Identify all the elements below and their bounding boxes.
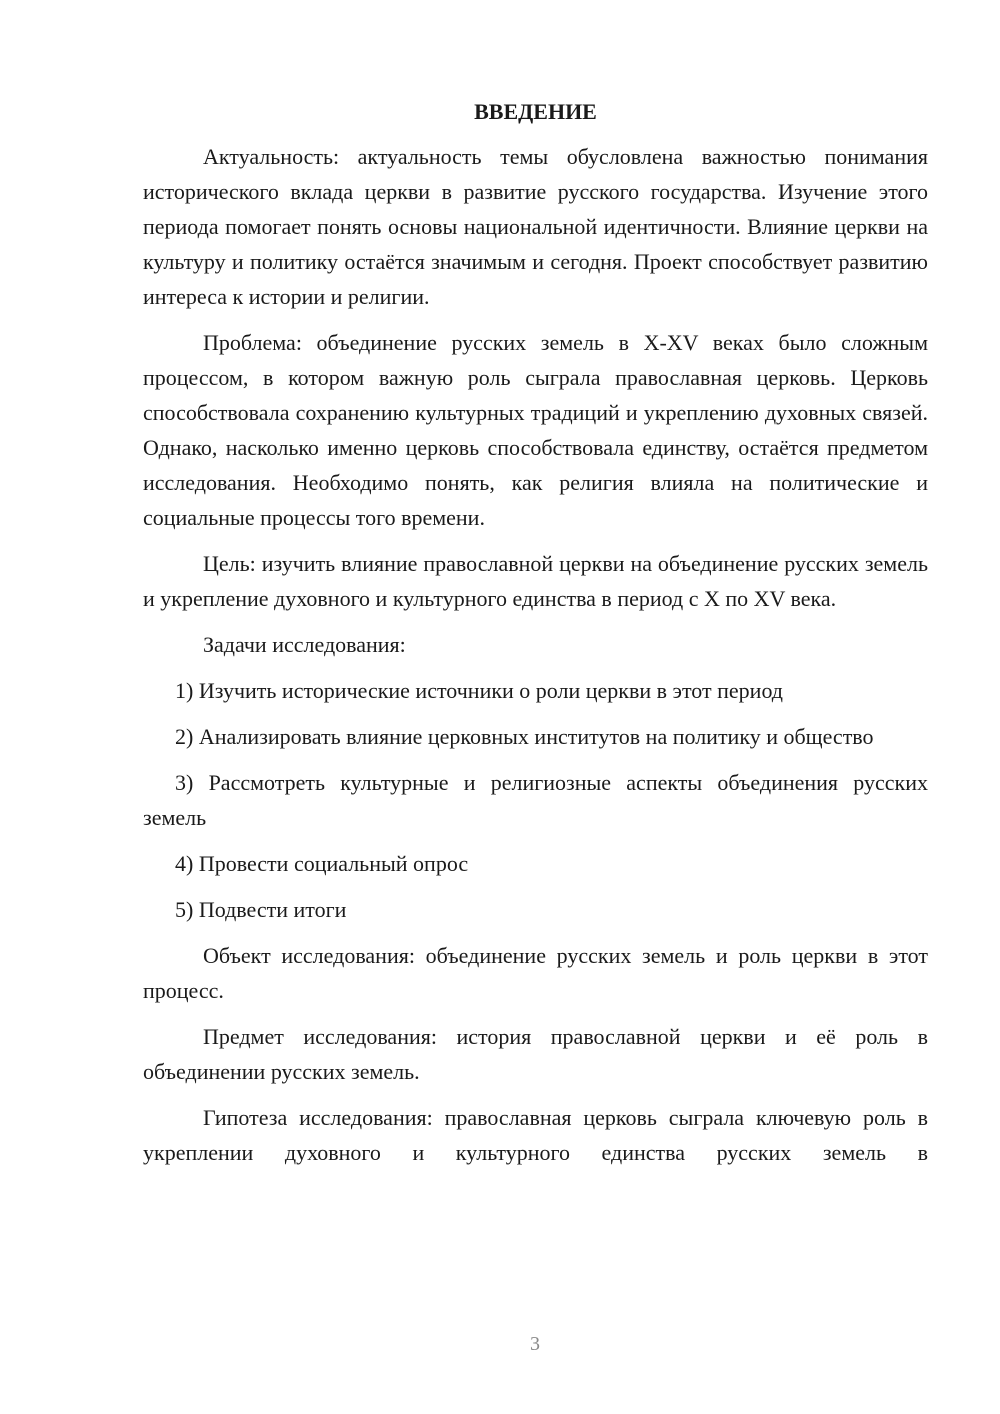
page-number: 3 (530, 1333, 540, 1355)
task-item-1: 1) Изучить исторические источники о роли церкви в этот период (175, 678, 783, 703)
task-item-2: 2) Анализировать влияние церковных институтов на политику и общество (175, 724, 874, 749)
paragraph-goal: Цель: изучить влияние православной церкви на объединение русских земель и укрепление духовного и культурного единства в период с X по XV века. (143, 551, 928, 611)
task-item-3: 3) Рассмотреть культурные и религиозные аспекты объединения русских земель (143, 770, 928, 830)
page-title: ВВЕДЕНИЕ (474, 99, 597, 124)
paragraph-object: Объект исследования: объединение русских земель и роль церкви в этот процесс. (143, 943, 928, 1003)
task-item-4: 4) Провести социальный опрос (175, 851, 469, 876)
paragraph-relevance: Актуальность: актуальность темы обусловлена важностью понимания исторического вклада церкви в развитие русского государства. Изучение этого периода помогает понять основы национальной идентичности. Влияние церкви на культуру и политику остаётся значимым и сегодня. Проект способствует развитию интереса к истории и религии. (143, 144, 928, 309)
page-content (143, 96, 928, 1181)
paragraph-hypothesis: Гипотеза исследования: православная церковь сыграла ключевую роль в укреплении духовного и культурного единства русских земель в (143, 1105, 928, 1165)
task-item-5: 5) Подвести итоги (175, 897, 347, 922)
paragraph-subject: Предмет исследования: история православной церкви и её роль в объединении русских земель. (143, 1024, 928, 1084)
tasks-heading: Задачи исследования: (203, 632, 406, 657)
paragraph-problem: Проблема: объединение русских земель в X-XV веках было сложным процессом, в котором важную роль сыграла православная церковь. Церковь способствовала сохранению культурных традиций и укреплению духовных связей. Однако, насколько именно церковь способствовала единству, остаётся предметом исследования. Необходимо понять, как религия влияла на политические и социальные процессы того времени. (143, 330, 928, 530)
